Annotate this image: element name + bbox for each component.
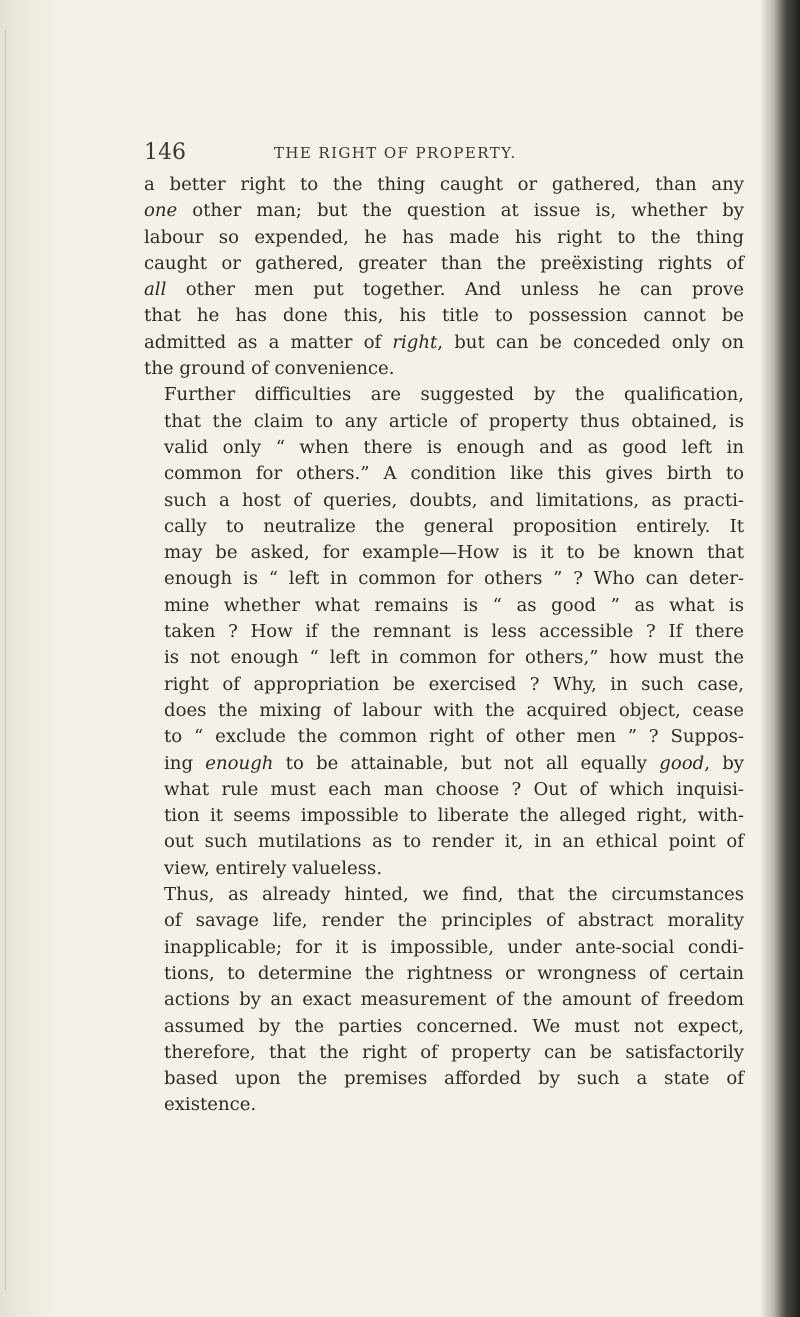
text-line: actions by an exact measurement of the amount of freedom — [164, 989, 744, 1011]
italic-word: one — [144, 200, 178, 222]
italic-word: enough — [205, 752, 274, 774]
text-line: tion it seems impossible to liberate the alleged right, with- — [164, 805, 744, 827]
page-header — [144, 140, 744, 170]
text-line: may be asked, for example—How is it to be known that — [164, 542, 744, 564]
text-line: ing enough to be attainable, but not all equally good, by — [164, 752, 745, 774]
paragraph — [144, 172, 744, 382]
text-line: enough is “ left in common for others ” ? Who can deter- — [164, 568, 744, 590]
italic-word: all — [144, 279, 167, 301]
page-number: 146 — [144, 140, 186, 165]
page-edge-line — [5, 30, 6, 1290]
text-line: is not enough “ left in common for others,” how must the — [164, 647, 744, 669]
text-line: out such mutilations as to render it, in an ethical point of — [164, 831, 744, 853]
text-line: inapplicable; for it is impossible, under ante-social condi- — [164, 936, 744, 958]
text-line: labour so expended, he has made his right to the thing — [144, 226, 744, 248]
italic-word: good — [659, 752, 705, 774]
text-line: tions, to determine the rightness or wrongness of certain — [164, 962, 744, 984]
text-line: that he has done this, his title to possession cannot be — [144, 305, 744, 327]
text-line: admitted as a matter of right, but can be conceded only on — [144, 331, 744, 353]
text-line: of savage life, render the principles of abstract morality — [164, 910, 744, 932]
text-line: Thus, as already hinted, we find, that the circumstances — [164, 884, 744, 906]
text-line: a better right to the thing caught or gathered, than any — [144, 174, 744, 195]
text-line: common for others.” A condition like this gives birth to — [164, 463, 744, 485]
body-text — [144, 172, 744, 1119]
text-line: all other men put together. And unless he can prove — [144, 279, 744, 301]
text-line: assumed by the parties concerned. We must not expect, — [164, 1015, 744, 1037]
text-line: cally to neutralize the general proposition entirely. It — [164, 515, 744, 537]
italic-word: right — [392, 331, 438, 353]
text-line: therefore, that the right of property can be satisfactorily — [164, 1041, 744, 1063]
text-line: what rule must each man choose ? Out of which inquisi- — [164, 778, 744, 800]
text-line: Further difficulties are suggested by the qualification, — [164, 384, 744, 406]
text-line: the ground of convenience. — [144, 358, 395, 380]
text-line: right of appropriation be exercised ? Why, in such case, — [164, 673, 744, 695]
paragraph — [144, 882, 744, 1119]
text-line: does the mixing of labour with the acquired object, cease — [164, 699, 744, 721]
text-line: valid only “ when there is enough and as good left in — [164, 436, 744, 458]
text-line: existence. — [164, 1094, 257, 1116]
text-line: caught or gathered, greater than the preëxisting rights of — [144, 252, 744, 274]
text-line: one other man; but the question at issue is, whether by — [144, 200, 744, 222]
page-gutter-shadow — [0, 0, 60, 1317]
text-line: view, entirely valueless. — [164, 857, 383, 879]
paragraph — [144, 382, 744, 882]
text-line: to “ exclude the common right of other men ” ? Suppos- — [164, 726, 744, 748]
page-fore-edge-shadow — [760, 0, 800, 1317]
text-line: such a host of queries, doubts, and limitations, as practi- — [164, 489, 744, 511]
text-line: that the claim to any article of property thus obtained, is — [164, 410, 744, 432]
text-line: based upon the premises afforded by such a state of — [164, 1068, 744, 1090]
text-line: mine whether what remains is “ as good ” as what is — [164, 594, 744, 616]
running-head: THE RIGHT OF PROPERTY. — [274, 144, 517, 162]
text-line: taken ? How if the remnant is less accessible ? If there — [164, 621, 744, 643]
